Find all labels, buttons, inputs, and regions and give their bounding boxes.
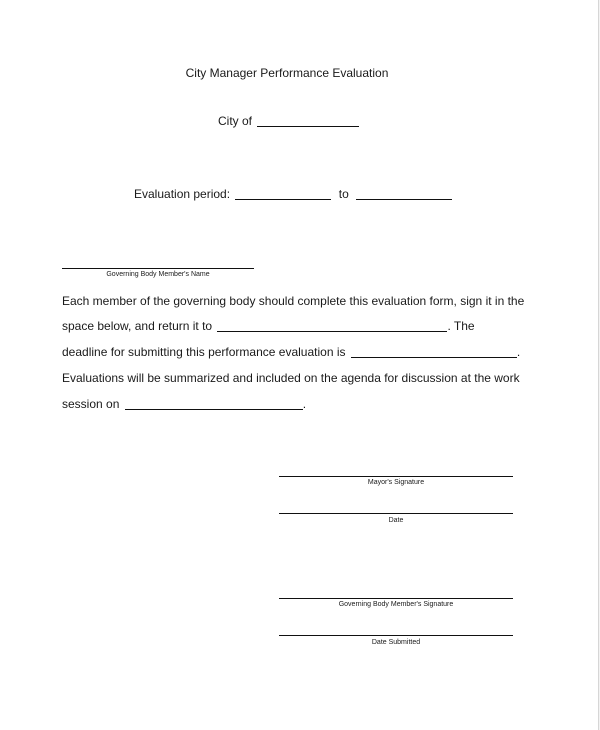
deadline-blank[interactable]: [351, 345, 517, 358]
city-field: [218, 114, 359, 128]
document-title: City Manager Performance Evaluation: [185, 66, 389, 80]
member-name-label: Governing Body Member's Name: [106, 271, 210, 278]
mayor-signature-line[interactable]: [279, 476, 513, 477]
instructions-line-3: [62, 345, 520, 359]
session-date-blank[interactable]: [125, 397, 303, 410]
period-start-blank[interactable]: [235, 187, 331, 200]
instructions-line-2-start: space below, and return it to: [62, 319, 213, 333]
city-blank[interactable]: [257, 114, 359, 127]
city-label: City of: [218, 114, 253, 128]
instructions-line-5-end: .: [302, 397, 307, 411]
mayor-date-line[interactable]: [279, 513, 513, 514]
instructions-line-1: Each member of the governing body should complete this evaluation form, sign it in the: [62, 294, 525, 308]
evaluation-period-label: Evaluation period:: [134, 187, 231, 201]
period-end-blank[interactable]: [356, 187, 452, 200]
instructions-line-4: Evaluations will be summarized and included on the agenda for discussion at the work: [62, 371, 520, 385]
member-signature-label: Governing Body Member's Signature: [338, 601, 454, 608]
return-to-blank[interactable]: [217, 319, 447, 332]
member-name-line[interactable]: [62, 268, 254, 269]
instructions-line-2: [62, 319, 475, 333]
period-to-label: to: [338, 187, 349, 201]
instructions-line-3-start: deadline for submitting this performance evaluation is: [62, 345, 346, 359]
instructions-line-3-end: .: [516, 345, 521, 359]
mayor-signature-label: Mayor's Signature: [367, 479, 425, 486]
instructions-line-5-start: session on: [62, 397, 120, 411]
instructions-line-2-end: . The: [447, 319, 475, 333]
evaluation-period-field: [134, 187, 452, 201]
date-submitted-line[interactable]: [279, 635, 513, 636]
mayor-date-label: Date: [388, 517, 404, 524]
instructions-line-5: [62, 397, 306, 411]
date-submitted-label: Date Submitted: [371, 639, 421, 646]
member-signature-line[interactable]: [279, 598, 513, 599]
